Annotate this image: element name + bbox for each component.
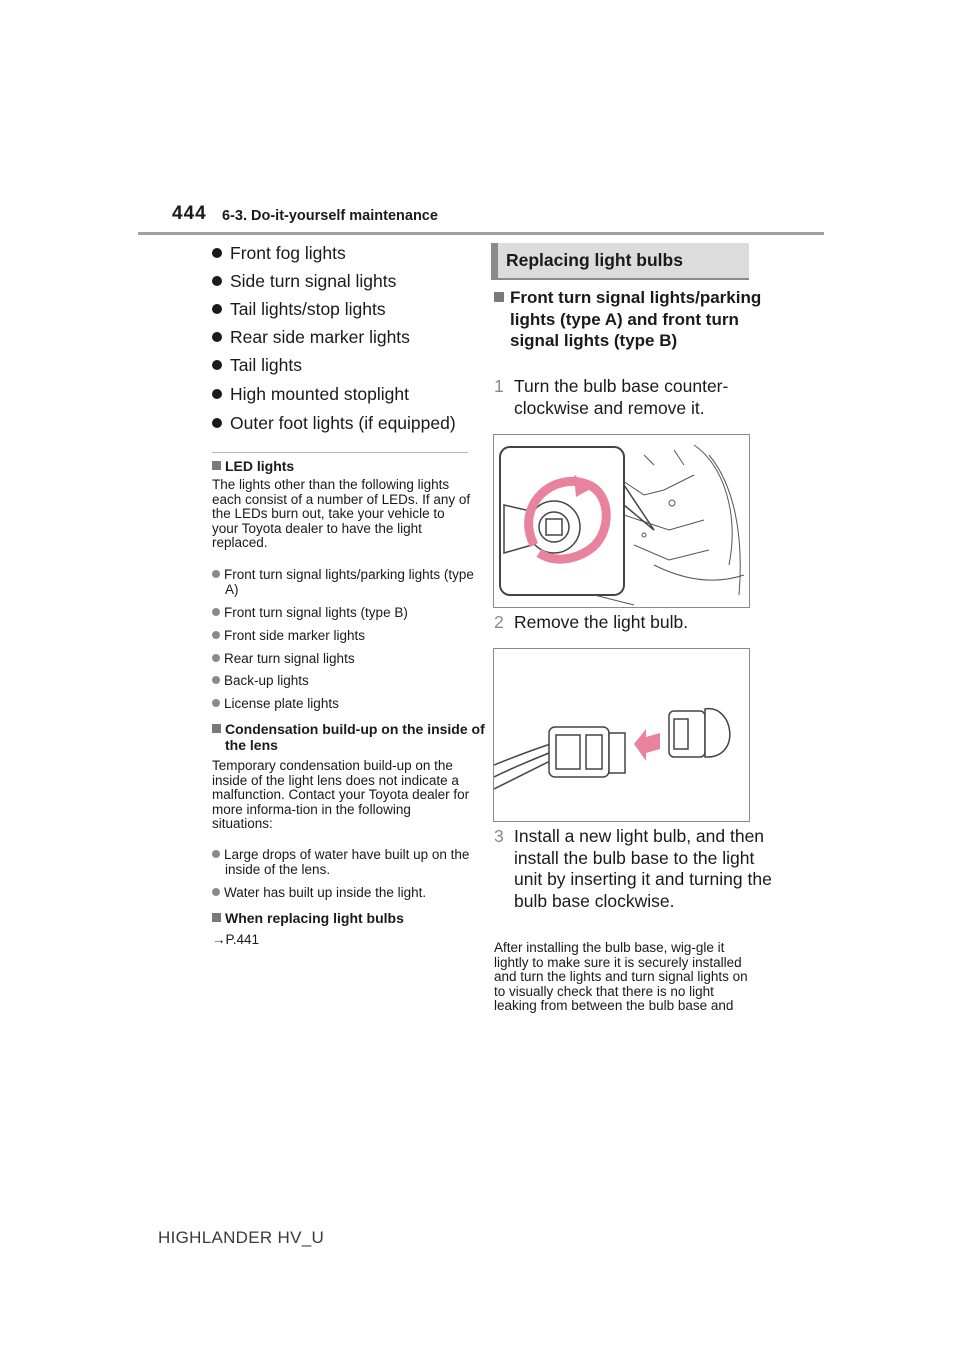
condensation-body: Temporary condensation build-up on the inside of the light lens does not indicate a malfunction. Contact your Toyota dealer for more informa-tion in the following situations: (212, 758, 470, 831)
banner-bar (491, 243, 498, 278)
section-title: 6-3. Do-it-yourself maintenance (222, 208, 438, 224)
condensation-heading: Condensation build-up on the inside of the lens (212, 721, 487, 753)
footer-model: HIGHLANDER HV_U (158, 1228, 325, 1247)
section-divider (212, 452, 468, 453)
bullet-item: High mounted stoplight (212, 383, 409, 405)
led-body: The lights other than the following lights each consist of a number of LEDs. If any of the LEDs burn out, take your vehicle to your Toyota dealer to have the light replaced. (212, 477, 471, 550)
header-rule (138, 232, 824, 235)
bullet-dot-icon (212, 276, 222, 286)
circle-bullet-icon (212, 699, 220, 707)
bullet-item: Front fog lights (212, 242, 346, 264)
list-item: Back-up lights (212, 674, 485, 689)
page-number: 444 (172, 203, 207, 224)
led-heading: LED lights (212, 458, 294, 474)
circle-bullet-icon (212, 631, 220, 639)
circle-bullet-icon (212, 608, 220, 616)
square-bullet-icon (212, 461, 221, 470)
square-bullet-icon (212, 724, 221, 733)
bullet-item: Tail lights (212, 354, 302, 376)
square-bullet-icon (494, 292, 504, 302)
list-item: Front side marker lights (212, 629, 485, 644)
circle-bullet-icon (212, 850, 220, 858)
figure-bulb-base-removal (493, 434, 750, 608)
section-banner (491, 243, 749, 278)
list-item: Large drops of water have built up on the inside of the lens. (212, 848, 485, 877)
square-bullet-icon (212, 913, 221, 922)
step-3: 3 Install a new light bulb, and then install the bulb base to the light unit by inserting it and turning the bulb base clockwise. (494, 826, 772, 911)
bullet-item: Side turn signal lights (212, 270, 396, 292)
replacing-heading: When replacing light bulbs (212, 910, 404, 926)
step-1: 1 Turn the bulb base counter-clockwise and remove it. (494, 376, 729, 418)
bulb-base-illustration (494, 435, 749, 607)
circle-bullet-icon (212, 570, 220, 578)
page-reference-link[interactable]: →P.441 (212, 932, 260, 947)
circle-bullet-icon (212, 676, 220, 684)
after-install-note: After installing the bulb base, wig-gle it lightly to make sure it is securely installed and turn the lights and turn signal lights on to visually check that there is no light leaking from between the bulb base and (494, 940, 748, 1013)
bullet-dot-icon (212, 304, 222, 314)
bullet-item: Outer foot lights (if equipped) (212, 412, 456, 434)
bullet-dot-icon (212, 418, 222, 428)
circle-bullet-icon (212, 888, 220, 896)
bullet-item: Tail lights/stop lights (212, 298, 386, 320)
list-item: Water has built up inside the light. (212, 886, 485, 901)
bulb-removal-illustration (494, 649, 749, 821)
list-item: License plate lights (212, 697, 485, 712)
bullet-dot-icon (212, 389, 222, 399)
list-item: Rear turn signal lights (212, 652, 485, 667)
bullet-dot-icon (212, 360, 222, 370)
direction-arrow (634, 729, 660, 761)
bullet-item: Rear side marker lights (212, 326, 410, 348)
list-item: Front turn signal lights/parking lights (type A) (212, 568, 485, 597)
circle-bullet-icon (212, 654, 220, 662)
banner-title: Replacing light bulbs (506, 250, 683, 270)
list-item: Front turn signal lights (type B) (212, 606, 485, 621)
bullet-dot-icon (212, 248, 222, 258)
bullet-dot-icon (212, 332, 222, 342)
arrow-right-icon: → (212, 932, 226, 947)
step-2: 2 Remove the light bulb. (494, 612, 689, 632)
figure-bulb-removal (493, 648, 750, 822)
banner-rule (491, 278, 749, 280)
subsection-heading: Front turn signal lights/parking lights (type A) and front turn signal lights (type B) (494, 287, 770, 352)
